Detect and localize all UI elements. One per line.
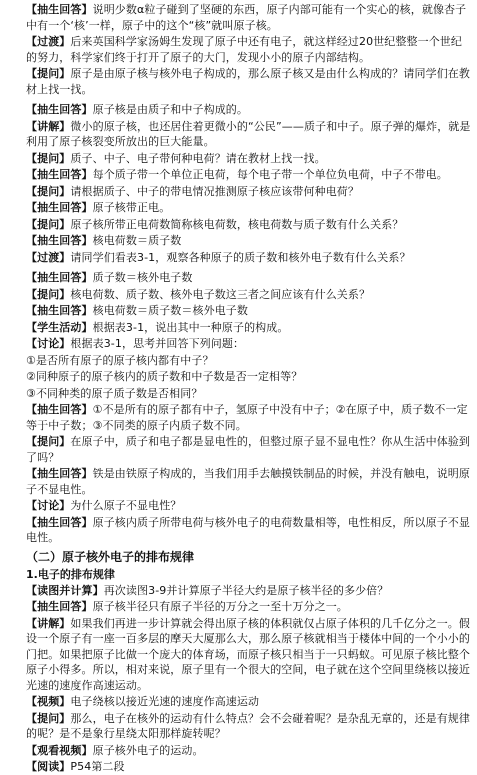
paragraph-text: 原子核是由质子和中子构成的。 (92, 103, 249, 116)
paragraph-tag: 【提问】 (26, 151, 71, 165)
paragraph (26, 402, 471, 433)
paragraph-text: 原子核内质子所带电荷与核外电子的电荷数量相等，电性相反，所以原子不显电性。 (26, 515, 471, 544)
paragraph-tag: 【阅读】 (26, 760, 71, 773)
paragraph (26, 119, 471, 150)
paragraph-text: 原子核外电子的运动。 (92, 743, 204, 757)
paragraph-tag: 【讨论】 (26, 337, 71, 350)
paragraph-tag: 【观看视频】 (26, 743, 93, 757)
paragraph-text: 核电荷数＝质子数 (92, 234, 182, 247)
paragraph-tag: 【讨论】 (26, 499, 71, 512)
paragraph-text: 如果我们再进一步计算就会得出原子核的体积就仅占原子体积的几千亿分之一。假设一个原子有一座一百多层的摩天大厦那么大，那么原子核就相当于楼体中间的一个小小的门把。如果把原子比做一个庞大的体育场，而原子核只相当于一只蚂蚁。可见原子核比整个原子小得多。所以，相对来说，原子里有一个很大的空间，电子就在这个空间里绕核以接近光速的速度作高速运动。 (26, 616, 471, 692)
paragraph (26, 217, 471, 233)
paragraph (26, 151, 471, 167)
paragraph-text: 后来英国科学家汤姆生发现了原子中还有电子，就这样经过20世纪整整一个世纪的努力，科学家们终于打开了原子的大门，发现小小的原子内部结构。 (26, 35, 463, 64)
paragraph-tag: 【抽生回答】 (26, 600, 93, 613)
paragraph-text: 电子绕核以接近光速的速度作高速运动 (70, 695, 260, 708)
paragraph-text: 微小的原子核，也还居住着更微小的“公民”——质子和中子。原子弹的爆炸，就是利用了原子核裂变所放出的巨大能量。 (26, 119, 471, 148)
paragraph-tag: 【视频】 (26, 695, 71, 708)
paragraph (26, 320, 471, 336)
paragraph-tag: 【抽生回答】 (26, 271, 93, 284)
paragraph-tag: 【提问】 (26, 217, 71, 231)
paragraph (26, 616, 471, 694)
paragraph (26, 270, 471, 286)
paragraph-text: 原子核半径只有原子半径的万分之一至十万分之一。 (92, 600, 348, 613)
section-heading: （二）原子核外电子的排布规律 (26, 549, 195, 564)
paragraph-text: 请根据质子、中子的带电情况推测原子核应该带何种电荷？ (70, 184, 360, 198)
paragraph (26, 743, 471, 759)
paragraph-text: P54第二段 (70, 760, 125, 773)
paragraph-text: 为什么原子不显电性？ (70, 499, 182, 512)
paragraph (26, 694, 471, 710)
paragraph-text: 原子核带正电。 (92, 201, 171, 214)
paragraph (26, 66, 471, 97)
paragraph-text: 根据表3-1，思考并回答下列问题： (70, 337, 245, 350)
discussion-item: ②同种原子的原子核内的质子数和中子数是否一定相等？ (26, 370, 303, 383)
paragraph (26, 303, 471, 319)
paragraph-text: 每个质子带一个单位正电荷，每个电子带一个单位负电荷，中子不带电。 (92, 168, 448, 181)
paragraph-text: 再次读图3-9并计算原子半径大约是原子核半径的多少倍？ (103, 583, 389, 597)
paragraph-text: 那么，电子在核外的运动有什么特点？会不会碰着呢？是杂乱无章的，还是有规律的呢？是不是象行星绕太阳那样旋转呢？ (26, 711, 471, 740)
paragraph (26, 466, 471, 497)
paragraph (26, 498, 471, 514)
paragraph (26, 599, 471, 615)
paragraph-tag: 【抽生回答】 (26, 234, 93, 247)
paragraph-tag: 【抽生回答】 (26, 168, 93, 181)
paragraph-text: 请同学们看表3-1，观察各种原子的质子数和核外电子数有什么关系？ (70, 250, 411, 264)
paragraph (26, 434, 471, 465)
paragraph-text: 质子数＝核外电子数 (92, 271, 193, 284)
paragraph-tag: 【提问】 (26, 435, 71, 448)
paragraph (26, 515, 471, 546)
paragraph-text: 原子是由原子核与核外电子构成的，那么原子核又是由什么构成的？请同学们在教材上找一找。 (26, 67, 471, 96)
paragraph-tag: 【抽生回答】 (26, 304, 93, 317)
paragraph-tag: 【抽生回答】 (26, 3, 93, 16)
paragraph (26, 34, 471, 65)
paragraph-text: 核电荷数、质子数、核外电子数这三者之间应该有什么关系？ (70, 287, 371, 301)
paragraph-tag: 【抽生回答】 (26, 467, 93, 480)
paragraph (26, 336, 471, 352)
paragraph-tag: 【提问】 (26, 67, 71, 80)
paragraph (26, 711, 471, 742)
paragraph-tag: 【抽生回答】 (26, 515, 93, 529)
paragraph-tag: 【抽生回答】 (26, 201, 93, 214)
paragraph (26, 250, 471, 266)
paragraph-tag: 【读图并计算】 (26, 583, 104, 597)
paragraph-tag: 【学生活动】 (26, 320, 93, 334)
paragraph (26, 287, 471, 303)
paragraph (26, 2, 471, 33)
paragraph-text: 说明少数α粒子碰到了坚硬的东西，原子内部可能有一个实心的核，就像杏子中有一个‘核’一样，原子中的这个“核”就叫原子核。 (26, 3, 467, 32)
paragraph-tag: 【讲解】 (26, 119, 71, 133)
discussion-item: ①是否所有原子的原子核内都有中子？ (26, 353, 214, 367)
discussion-item: ③不同种类的原子质子数是否相同？ (26, 386, 203, 400)
paragraph-tag: 【过渡】 (26, 35, 71, 48)
paragraph-tag: 【过渡】 (26, 250, 71, 264)
paragraph-text: 根据表3-1，说出其中一种原子的构成。 (92, 320, 289, 334)
paragraph (26, 583, 471, 599)
paragraph-text: 质子、中子、电子带何种电荷？请在教材上找一找。 (70, 151, 326, 165)
paragraph (26, 233, 471, 249)
paragraph (26, 184, 471, 200)
paragraph-tag: 【抽生回答】 (26, 403, 93, 416)
paragraph (26, 200, 471, 216)
paragraph-tag: 【提问】 (26, 711, 71, 725)
paragraph-text: ①不是所有的原子都有中子，氢原子中没有中子；②在原子中，质子数不一定等于中子数；③不同类的原子内质子数不同。 (26, 403, 468, 432)
paragraph-text: 核电荷数＝质子数＝核外电子数 (92, 304, 249, 317)
paragraph-tag: 【抽生回答】 (26, 103, 93, 116)
paragraph-tag: 【讲解】 (26, 616, 71, 630)
paragraph-text: 在原子中，质子和电子都是显电性的，但整过原子显不显电性？你从生活中体验到了吗？ (26, 435, 471, 464)
paragraph-tag: 【提问】 (26, 184, 71, 198)
subsection-heading: 1.电子的排布规律 (26, 567, 115, 581)
paragraph-text: 原子核所带正电荷数简称核电荷数，核电荷数与质子数有什么关系？ (70, 217, 404, 231)
paragraph-tag: 【提问】 (26, 287, 71, 301)
paragraph (26, 102, 471, 118)
paragraph (26, 167, 471, 183)
paragraph-text: 铁是由铁原子构成的，当我们用手去触摸铁制品的时候，并没有触电，说明原子不显电性。 (26, 467, 471, 496)
